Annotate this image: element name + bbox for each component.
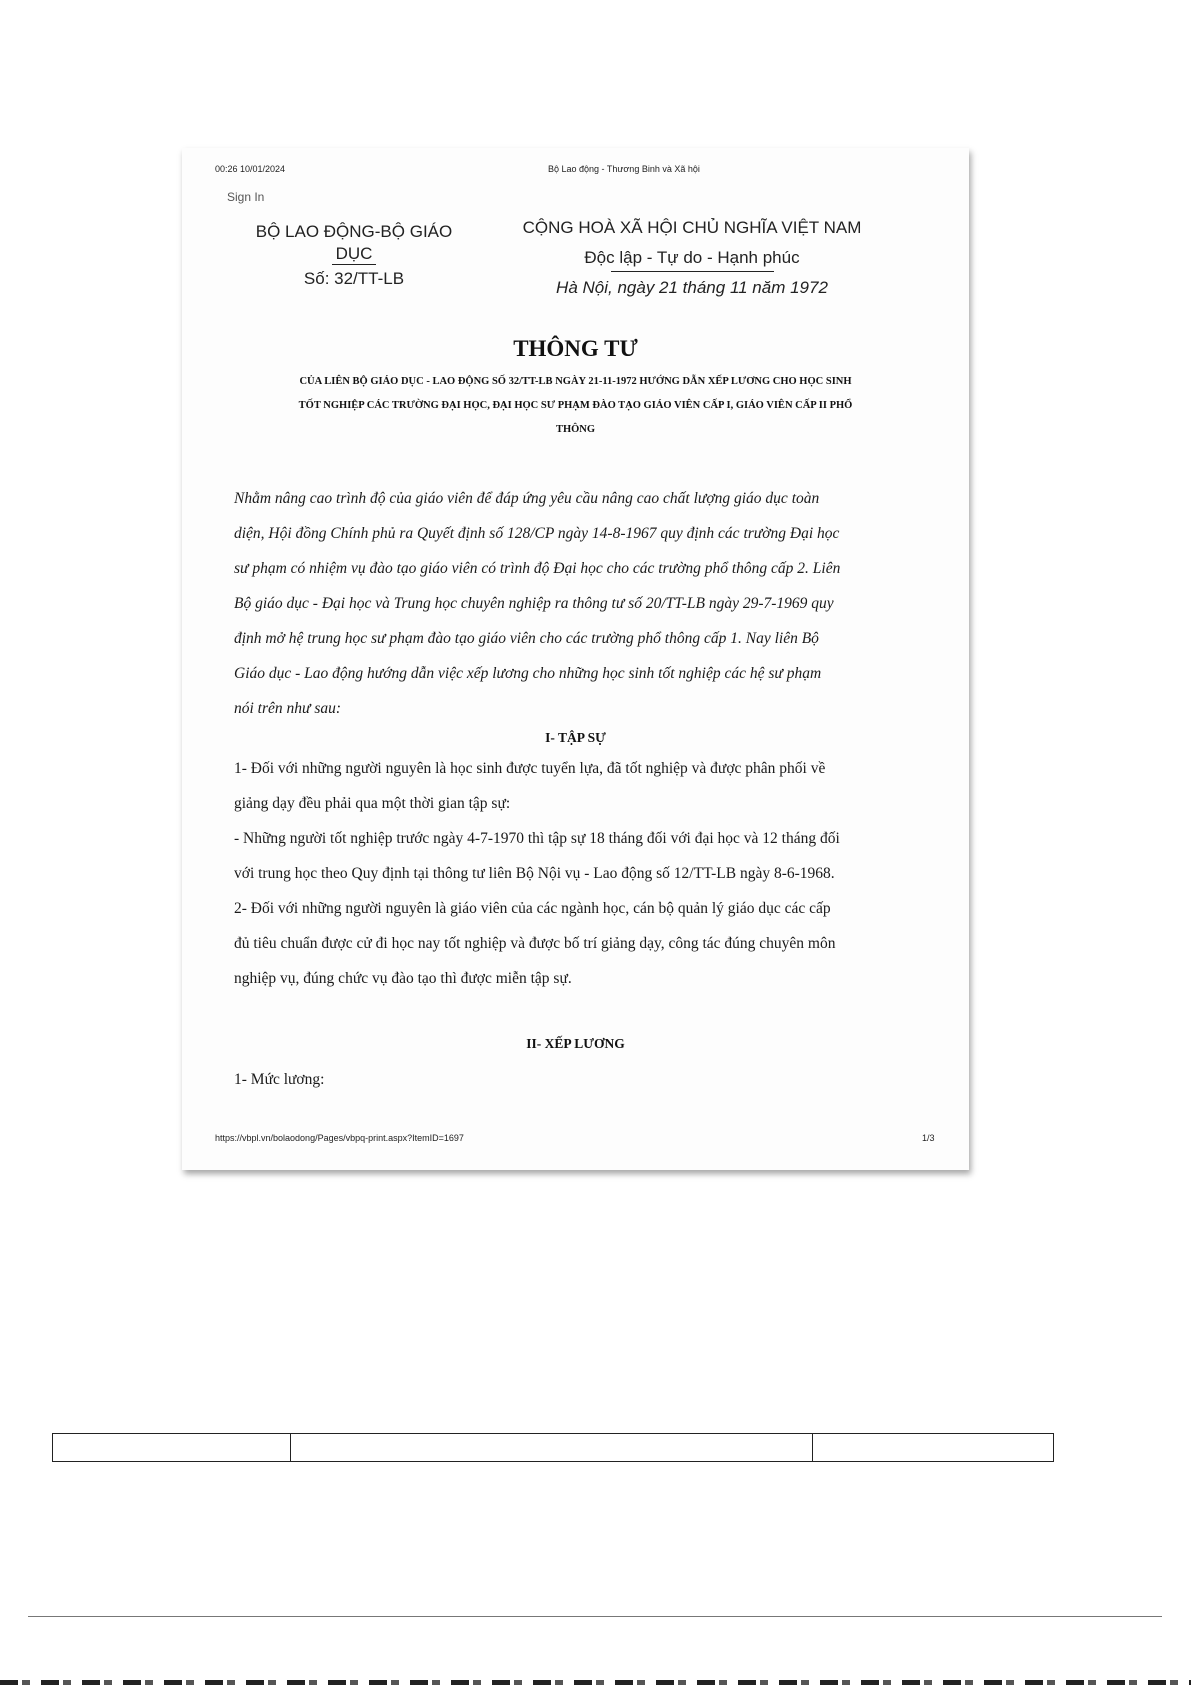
issuer-line-2: DỤC xyxy=(335,244,373,263)
section-1-heading: I- TẬP SỰ xyxy=(545,730,606,745)
intro-line: sư phạm có nhiệm vụ đào tạo giáo viên có trình độ Đại học cho các trường phổ thông cấp 2. Liên xyxy=(234,560,841,577)
section-1-line: 1- Đối với những người nguyên là học sinh được tuyển lựa, đã tốt nghiệp và được phân phối về xyxy=(234,760,826,777)
sign-in-link: Sign In xyxy=(227,190,265,204)
document-title: THÔNG TƯ xyxy=(513,336,638,361)
intro-line: diện, Hội đồng Chính phủ ra Quyết định số 128/CP ngày 14-8-1967 quy định các trường Đại học xyxy=(234,525,840,542)
issuer-underline xyxy=(332,264,376,265)
subtitle-line-2: TỐT NGHIỆP CÁC TRƯỜNG ĐẠI HỌC, ĐẠI HỌC SƯ PHẠM ĐÀO TẠO GIÁO VIÊN CẤP I, GIÁO VIÊN CẤP II PHỔ xyxy=(298,400,853,411)
intro-line: nói trên như sau: xyxy=(234,700,342,717)
section-1-line: 2- Đối với những người nguyên là giáo viên của các ngành học, cán bộ quản lý giáo dục các cấp xyxy=(234,900,831,917)
motto-underline xyxy=(611,271,774,272)
intro-line: Bộ giáo dục - Đại học và Trung học chuyên nghiệp ra thông tư số 20/TT-LB ngày 29-7-1969 quy xyxy=(234,595,834,612)
section-1-line: giảng dạy đều phải qua một thời gian tập sự: xyxy=(234,795,511,812)
section-1-line: đủ tiêu chuẩn được cử đi học nay tốt nghiệp và được bố trí giảng dạy, công tác đúng chuyên môn xyxy=(234,935,836,952)
page-footer-rule xyxy=(28,1616,1162,1617)
subtitle-line-1: CỦA LIÊN BỘ GIÁO DỤC - LAO ĐỘNG SỐ 32/TT-LB NGÀY 21-11-1972 HƯỚNG DẪN XẾP LƯƠNG CHO HỌC SINH xyxy=(299,376,852,387)
section-1-line: với trung học theo Quy định tại thông tư liên Bộ Nội vụ - Lao động số 12/TT-LB ngày 8-6-1968. xyxy=(234,865,835,882)
table-cell xyxy=(291,1434,813,1461)
state-name: CỘNG HOÀ XÃ HỘI CHỦ NGHĨA VIỆT NAM xyxy=(522,218,862,237)
section-1-line: - Những người tốt nghiệp trước ngày 4-7-1970 thì tập sự 18 tháng đối với đại học và 12 tháng đối xyxy=(234,830,840,847)
section-2-line: 1- Mức lương: xyxy=(234,1071,325,1088)
print-datetime: 00:26 10/01/2024 xyxy=(215,164,286,174)
print-url: https://vbpl.vn/bolaodong/Pages/vbpq-print.aspx?ItemID=1697 xyxy=(215,1133,464,1143)
subtitle-line-3: THÔNG xyxy=(555,424,596,435)
place-and-date: Hà Nội, ngày 21 tháng 11 năm 1972 xyxy=(556,278,828,297)
intro-line: Giáo dục - Lao động hướng dẫn việc xếp lương cho những học sinh tốt nghiệp các hệ sư phạm xyxy=(234,665,822,682)
intro-line: định mở hệ trung học sư phạm đào tạo giáo viên cho các trường phổ thông cấp 1. Nay liên Bộ xyxy=(234,630,819,647)
table-cell xyxy=(813,1434,1053,1461)
intro-line: Nhằm nâng cao trình độ của giáo viên để đáp ứng yêu cầu nâng cao chất lượng giáo dục toàn xyxy=(234,490,820,507)
issuer-line-1: BỘ LAO ĐỘNG-BỘ GIÁO xyxy=(255,222,453,241)
empty-table-row xyxy=(52,1433,1054,1462)
section-2-heading: II- XẾP LƯƠNG xyxy=(526,1036,625,1051)
document-number: Số: 32/TT-LB xyxy=(303,269,405,288)
state-motto: Độc lập - Tự do - Hạnh phúc xyxy=(584,248,800,267)
print-page-number: 1/3 xyxy=(922,1133,935,1143)
print-site-title: Bộ Lao động - Thương Binh và Xã hội xyxy=(548,164,700,174)
section-1-line: nghiệp vụ, đúng chức vụ đào tạo thì được miễn tập sự. xyxy=(234,970,572,987)
table-cell xyxy=(53,1434,291,1461)
cropped-next-page-edge xyxy=(0,1680,1191,1685)
scanned-document-page xyxy=(182,148,969,1170)
